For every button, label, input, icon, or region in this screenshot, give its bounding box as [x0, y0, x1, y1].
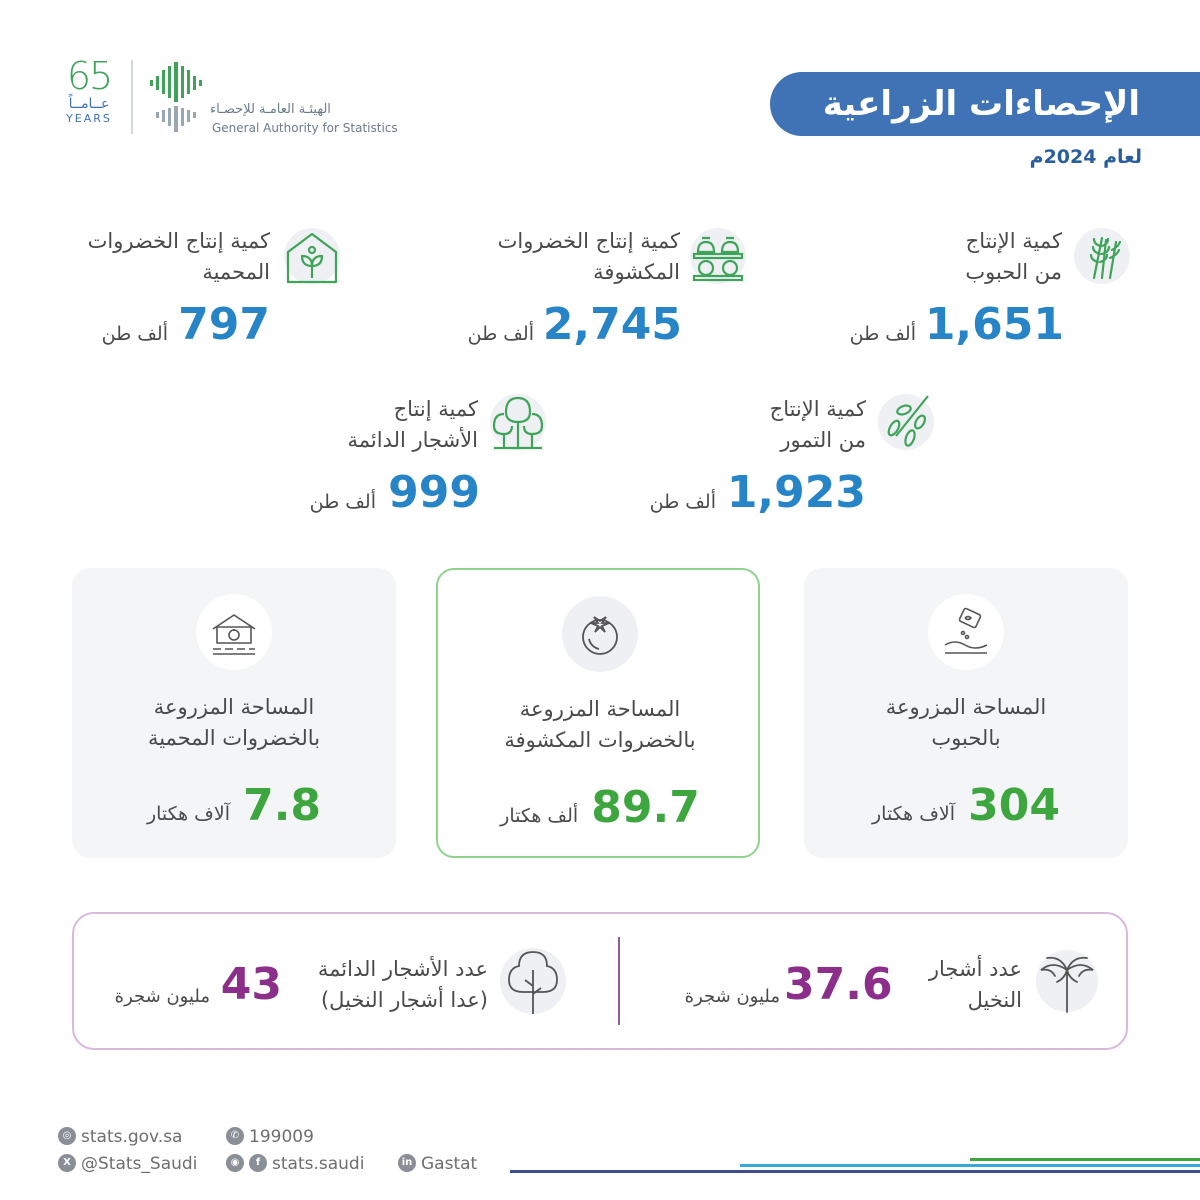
palms-label: عدد أشجار النخيل	[928, 957, 1022, 1012]
anniversary-en: YEARS	[66, 112, 112, 125]
palms-unit: مليون شجرة	[684, 986, 780, 1007]
grains-value: 1,651	[924, 299, 1064, 350]
grains-area-value-row	[814, 780, 1118, 831]
footer-linkedin[interactable]: in Gastat	[398, 1153, 477, 1175]
palm-tree-icon	[1034, 948, 1100, 1014]
trees-divider	[618, 937, 620, 1025]
org-name-ar: الهيئـة العامـة للإحصـاء	[210, 102, 331, 117]
protected-veg-value: 797	[178, 299, 270, 350]
footer-twitter[interactable]: X @Stats_Saudi	[58, 1153, 197, 1175]
open-veg-value: 2,745	[542, 299, 682, 350]
dates-icon	[876, 392, 936, 452]
open-veg-area-unit: ألف هكتار	[500, 805, 579, 827]
x-icon: X	[58, 1154, 76, 1172]
perennial-unit: ألف طن	[309, 491, 376, 513]
protected-veg-area-value: 7.8	[243, 780, 322, 831]
dates-unit: ألف طن	[649, 491, 716, 513]
perennial-trees-unit: مليون شجرة	[114, 986, 210, 1007]
protected-veg-area-value-row	[82, 780, 386, 831]
trees-icon	[488, 392, 548, 452]
grains-area-unit: آلاف هكتار	[871, 803, 956, 825]
seed-sowing-icon	[928, 594, 1004, 670]
perennial-label: كمية إنتاج الأشجار الدائمة	[347, 397, 478, 452]
footer-phone[interactable]: ✆ 199009	[226, 1126, 314, 1148]
page-title: الإحصاءات الزراعية	[822, 84, 1140, 124]
instagram-icon: ◉	[226, 1154, 244, 1172]
footer-social[interactable]: ◉ f stats.saudi	[226, 1153, 364, 1175]
greenhouse-icon	[196, 594, 272, 670]
tomato-icon	[562, 596, 638, 672]
open-veg-area-value-row	[448, 782, 752, 833]
perennial-trees-value: 43	[220, 959, 282, 1010]
open-veg-unit: ألف طن	[467, 323, 534, 345]
anniversary-logo	[54, 56, 124, 136]
footer-bar-cyan	[740, 1164, 1200, 1167]
perennial-trees-label: عدد الأشجار الدائمة (عدا أشجار النخيل)	[317, 957, 488, 1012]
dates-label: كمية الإنتاج من التمور	[769, 397, 866, 452]
logo-divider	[131, 60, 133, 134]
grains-area-value: 304	[968, 780, 1060, 831]
protected-veg-area-label: المساحة المزروعة بالخضروات المحمية	[147, 695, 321, 750]
perennial-value: 999	[388, 467, 480, 518]
grains-label: كمية الإنتاج من الحبوب	[965, 229, 1062, 284]
open-veg-label: كمية إنتاج الخضروات المكشوفة	[497, 229, 680, 284]
globe-icon: ◎	[58, 1127, 76, 1145]
greenhouse-plant-icon	[282, 226, 342, 286]
card-grains-area	[804, 568, 1128, 858]
protected-veg-area-unit: آلاف هكتار	[146, 803, 230, 825]
phone-icon: ✆	[226, 1127, 244, 1145]
anniversary-ar: عــامــاً	[68, 96, 110, 112]
footer-website[interactable]: ◎ stats.gov.sa	[58, 1126, 182, 1148]
facebook-icon: f	[249, 1154, 267, 1172]
wheat-icon	[1072, 226, 1132, 286]
org-name-en: General Authority for Statistics	[212, 121, 398, 135]
gastat-logo-icon	[148, 60, 204, 136]
anniversary-number: 65	[66, 54, 112, 98]
tree-icon	[498, 946, 568, 1016]
dates-value: 1,923	[726, 467, 866, 518]
linkedin-icon: in	[398, 1154, 416, 1172]
footer-bar-navy	[510, 1170, 1200, 1173]
open-veg-area-label: المساحة المزروعة بالخضروات المكشوفة	[504, 697, 696, 752]
vegetables-icon	[688, 226, 748, 286]
grains-area-label: المساحة المزروعة بالحبوب	[885, 695, 1047, 750]
card-protected-veg-area	[72, 568, 396, 858]
open-veg-area-value: 89.7	[591, 782, 700, 833]
footer-bar-green	[970, 1158, 1200, 1161]
grains-unit: ألف طن	[849, 323, 916, 345]
protected-veg-label: كمية إنتاج الخضروات المحمية	[87, 229, 270, 284]
page-subtitle-year: لعام 2024م	[1029, 146, 1142, 168]
card-open-veg-area	[436, 568, 760, 858]
protected-veg-unit: ألف طن	[101, 323, 168, 345]
palms-value: 37.6	[784, 959, 893, 1010]
